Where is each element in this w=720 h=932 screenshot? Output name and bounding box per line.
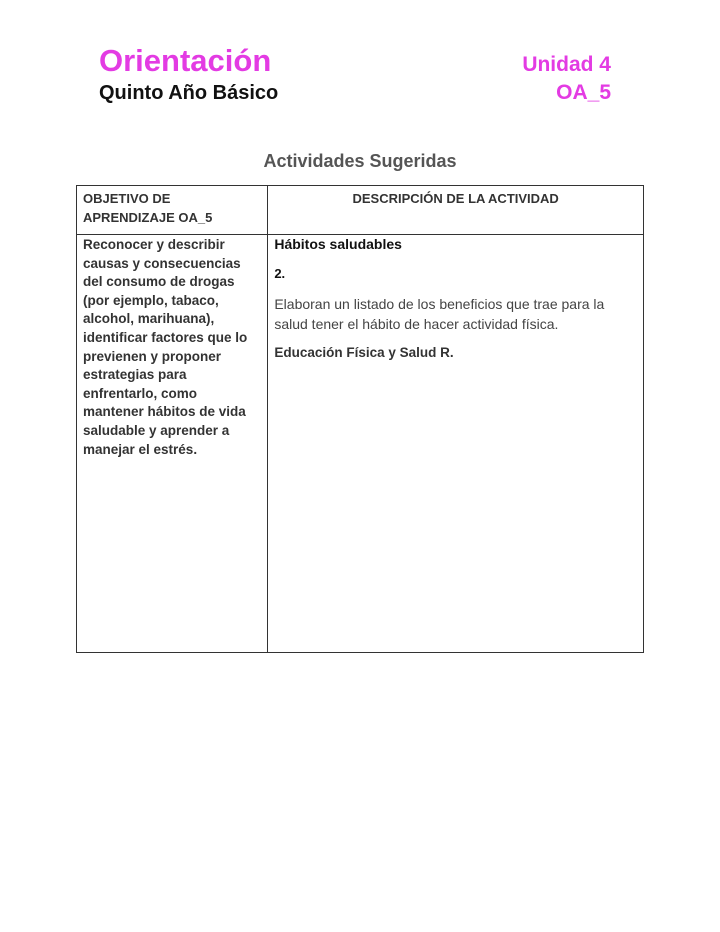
document-header — [99, 42, 611, 112]
activity-description: Elaboran un listado de los beneficios que trae para la salud tener el hábito de hacer actividad física. — [274, 296, 605, 332]
header-activity-description: DESCRIPCIÓN DE LA ACTIVIDAD — [268, 186, 644, 235]
activity-cell — [268, 235, 644, 653]
section-title: Actividades Sugeridas — [263, 151, 457, 171]
unit-label: Unidad 4 — [522, 53, 611, 76]
activity-subject: Educación Física y Salud R. — [274, 345, 454, 360]
subject-title: Orientación — [99, 43, 272, 78]
activities-table — [76, 185, 644, 653]
table-header-row — [77, 186, 644, 235]
grade-level: Quinto Año Básico — [99, 82, 279, 104]
objective-code: OA_5 — [556, 81, 611, 104]
objective-text: Reconocer y describir causas y consecuencias del consumo de drogas (por ejemplo, tabaco, alcohol, marihuana), identificar factores que lo previenen y proponer estrategias para enfrentarlo, como mantener hábitos de vida saludable y aprender a manejar el estrés. — [83, 237, 248, 457]
activity-title: Hábitos saludables — [274, 236, 402, 252]
activity-number: 2. — [274, 266, 286, 281]
table-row — [77, 235, 644, 653]
header-objective: OBJETIVO DE APRENDIZAJE OA_5 — [77, 186, 268, 235]
objective-cell — [77, 235, 268, 653]
